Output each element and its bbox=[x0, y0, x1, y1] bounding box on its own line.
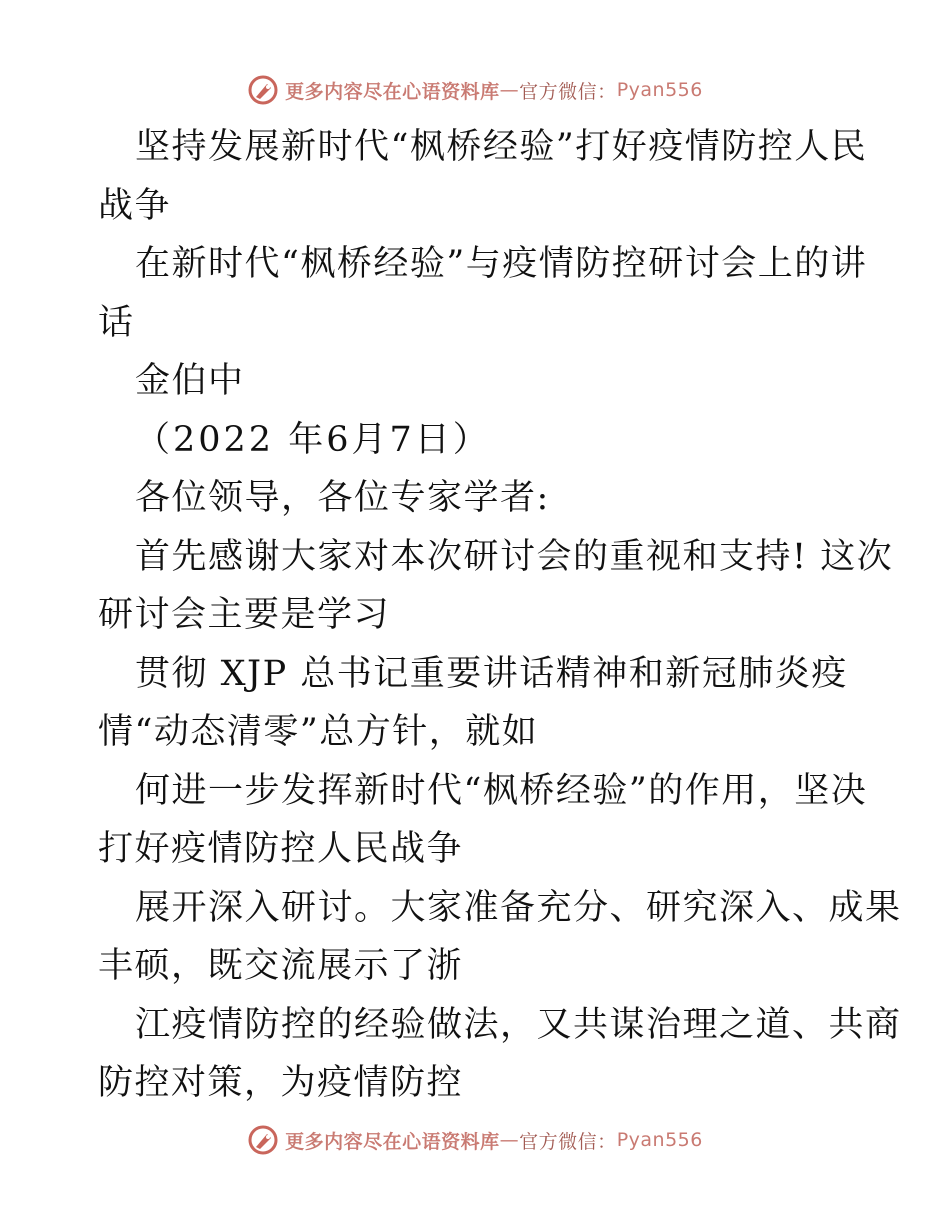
title-line-1: 坚持发展新时代“枫桥经验”打好疫情防控人民 bbox=[135, 127, 868, 167]
pen-nib-logo-icon bbox=[247, 1124, 279, 1156]
paragraph-line: 何进一步发挥新时代“枫桥经验”的作用，坚决 bbox=[135, 770, 868, 811]
header-watermark bbox=[0, 70, 950, 110]
watermark-main-text: 更多内容尽在心语资料库 bbox=[285, 1130, 500, 1153]
paragraph-line: 展开深入研讨。大家准备充分、研究深入、成果 bbox=[135, 887, 902, 928]
watermark-main-text: 更多内容尽在心语资料库 bbox=[285, 80, 500, 103]
watermark-id-text: Pyan556 bbox=[616, 1129, 703, 1151]
watermark-sub-text: 官方微信： bbox=[519, 1130, 617, 1153]
pen-nib-logo-icon bbox=[247, 74, 279, 106]
paragraph-line: 情“动态清零”总方针，就如 bbox=[98, 712, 539, 752]
salutation: 各位领导，各位专家学者: bbox=[135, 478, 550, 518]
paragraph-line: 打好疫情防控人民战争 bbox=[98, 829, 464, 869]
author-name: 金伯中 bbox=[135, 361, 245, 401]
subtitle-line-1: 在新时代“枫桥经验”与疫情防控研讨会上的讲 bbox=[135, 244, 868, 284]
watermark-id-text: Pyan556 bbox=[616, 79, 703, 101]
paragraph-line: 研讨会主要是学习 bbox=[98, 595, 391, 635]
document-body bbox=[98, 118, 902, 1113]
speech-date: （2022 年6月7日） bbox=[135, 419, 491, 460]
title-line-2: 战争 bbox=[98, 185, 172, 226]
paragraph-line: 贯彻 XJP 总书记重要讲话精神和新冠肺炎疫 bbox=[135, 653, 848, 694]
watermark-separator: — bbox=[499, 79, 520, 101]
paragraph-line: 丰硕，既交流展示了浙 bbox=[98, 946, 464, 986]
paragraph-line: 首先感谢大家对本次研讨会的重视和支持! 这次 bbox=[135, 536, 894, 577]
subtitle-line-2: 话 bbox=[98, 302, 135, 343]
watermark-separator: — bbox=[499, 1129, 520, 1151]
paragraph-line: 江疫情防控的经验做法，又共谋治理之道、共商 bbox=[135, 1004, 902, 1045]
paragraph-line: 防控对策，为疫情防控 bbox=[98, 1063, 464, 1103]
watermark-sub-text: 官方微信： bbox=[519, 80, 617, 103]
footer-watermark bbox=[0, 1120, 950, 1160]
